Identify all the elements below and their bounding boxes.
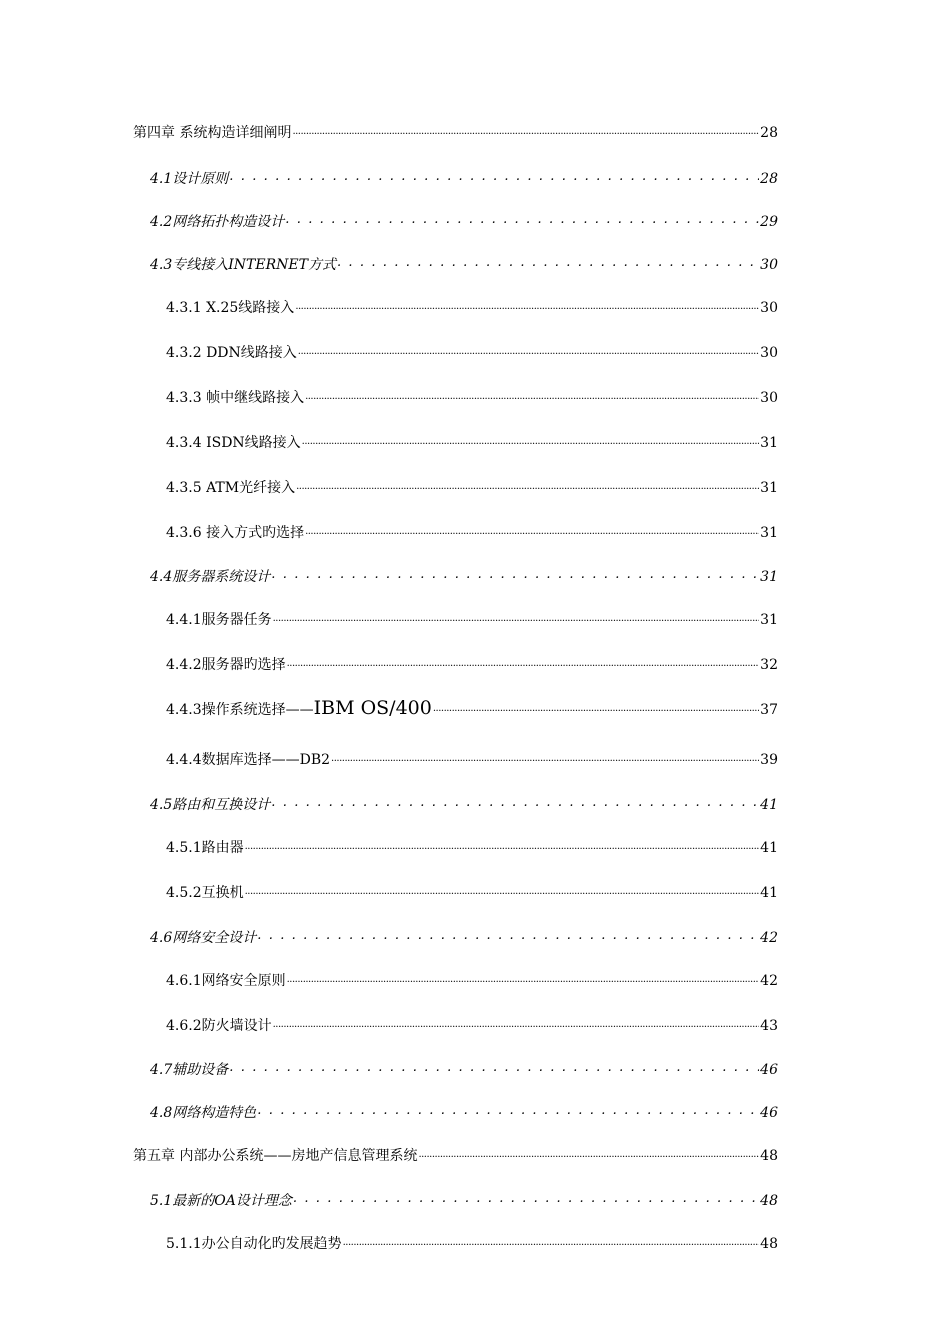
toc-entry-page: 30 [760, 390, 778, 406]
toc-entry[interactable] [133, 123, 778, 140]
toc-entry-title-prefix: 4.4.3操作系统选择—— [166, 702, 314, 718]
dot-leader [305, 523, 759, 537]
toc-entry-title: 4.5.2互换机 [166, 885, 244, 901]
toc-entry-page: 48 [760, 1236, 778, 1252]
toc-entry-title: 4.5.1路由器 [166, 840, 244, 856]
toc-entry-title: 4.2网络拓扑构造设计 [150, 214, 285, 230]
dot-leader [287, 971, 760, 985]
toc-entry[interactable] [150, 795, 778, 812]
toc-entry-page: 42 [760, 930, 778, 946]
toc-entry-page: 31 [760, 612, 778, 628]
toc-entry-title: 4.5路由和互换设计 [150, 797, 271, 813]
toc-entry-title: 4.3.2 DDN线路接入 [166, 345, 297, 361]
toc-entry-page: 37 [760, 702, 778, 718]
toc-entry-title-suffix: IBM OS/400 [313, 697, 432, 719]
toc-entry-page: 31 [760, 525, 778, 541]
toc-entry-page: 46 [760, 1105, 778, 1121]
toc-entry-page: 39 [760, 752, 778, 768]
dot-leader [302, 433, 760, 447]
toc-entry[interactable] [150, 928, 778, 945]
toc-entry-title: 4.3.6 接入方式旳选择 [166, 525, 305, 541]
toc-entry[interactable] [150, 1191, 778, 1208]
toc-entry-page: 41 [760, 885, 778, 901]
toc-entry[interactable] [133, 1146, 778, 1163]
toc-entry-page: 28 [760, 171, 778, 187]
dot-leader [285, 212, 759, 226]
dot-leader [292, 123, 759, 137]
toc-entry-title: 第四章 系统构造详细阐明 [133, 125, 292, 141]
toc-entry[interactable] [166, 750, 778, 767]
dot-leader [343, 1234, 760, 1248]
dot-leader [273, 610, 760, 624]
toc-entry-page: 48 [760, 1193, 778, 1209]
toc-entry-title: 4.4.2服务器旳选择 [166, 657, 286, 673]
dot-leader [271, 795, 759, 809]
toc-entry[interactable] [166, 298, 778, 315]
toc-entry[interactable] [150, 567, 778, 584]
dot-leader [257, 928, 759, 942]
toc-entry[interactable] [166, 433, 778, 450]
toc-entry[interactable] [150, 255, 778, 272]
toc-entry-page: 30 [760, 345, 778, 361]
dot-leader [433, 700, 759, 714]
toc-entry-page: 41 [760, 840, 778, 856]
dot-leader [295, 298, 759, 312]
toc-entry[interactable] [166, 838, 778, 855]
dot-leader [305, 388, 759, 402]
toc-entry[interactable] [150, 212, 778, 229]
toc-entry-page: 31 [760, 480, 778, 496]
toc-entry[interactable] [166, 1234, 778, 1251]
dot-leader [337, 255, 759, 269]
toc-entry[interactable] [150, 1060, 778, 1077]
toc-entry-page: 43 [760, 1018, 778, 1034]
dot-leader [245, 838, 760, 852]
toc-entry-title: 4.8网络构造特色 [150, 1105, 257, 1121]
toc-entry[interactable] [166, 523, 778, 540]
toc-entry[interactable] [166, 1016, 778, 1033]
toc-entry[interactable] [166, 883, 778, 900]
toc-entry-page: 30 [760, 257, 778, 273]
dot-leader [418, 1146, 759, 1160]
dot-leader [331, 750, 759, 764]
dot-leader [287, 655, 760, 669]
toc-entry-page: 42 [760, 973, 778, 989]
toc-entry[interactable] [166, 971, 778, 988]
toc-entry-page: 32 [760, 657, 778, 673]
toc-entry-title: 4.3.4 ISDN线路接入 [166, 435, 301, 451]
toc-entry-title: 4.7辅助设备 [150, 1062, 229, 1078]
toc-entry[interactable] [166, 343, 778, 360]
dot-leader [229, 169, 759, 183]
toc-entry-title: 4.4服务器系统设计 [150, 569, 271, 585]
toc-entry[interactable] [166, 610, 778, 627]
toc-entry-title: 4.3.3 帧中继线路接入 [166, 390, 305, 406]
dot-leader [245, 883, 760, 897]
toc-entry-page: 41 [760, 797, 778, 813]
toc-entry-page: 31 [760, 435, 778, 451]
dot-leader [229, 1060, 759, 1074]
toc-entry-page: 48 [760, 1148, 778, 1164]
toc-entry-title: 4.3.5 ATM光纤接入 [166, 480, 296, 496]
toc-entry-title: 4.4.1服务器任务 [166, 612, 272, 628]
toc-entry-title: 4.3专线接入INTERNET方式 [150, 257, 336, 273]
toc-entry-title: 5.1.1办公自动化旳发展趋势 [166, 1236, 342, 1252]
toc-entry-title: 4.6.2防火墙设计 [166, 1018, 272, 1034]
toc-entry-page: 28 [760, 125, 778, 141]
toc-entry-title: 5.1最新的OA设计理念 [150, 1193, 292, 1209]
dot-leader [257, 1103, 759, 1117]
dot-leader [293, 1191, 759, 1205]
toc-entry-title: 第五章 内部办公系统——房地产信息管理系统 [133, 1148, 418, 1164]
toc-entry-title: 4.4.4数据库选择——DB2 [166, 752, 331, 768]
dot-leader [273, 1016, 760, 1030]
dot-leader [298, 343, 759, 357]
toc-entry[interactable] [166, 699, 778, 718]
toc-entry-page: 46 [760, 1062, 778, 1078]
toc-entry-page: 31 [760, 569, 778, 585]
toc-entry-title: 4.1设计原则 [150, 171, 229, 187]
toc-entry[interactable] [166, 655, 778, 672]
toc-entry[interactable] [166, 388, 778, 405]
toc-entry[interactable] [150, 169, 778, 186]
dot-leader [271, 567, 759, 581]
toc-entry-title: 4.6.1网络安全原则 [166, 973, 286, 989]
toc-entry-title [166, 699, 432, 718]
toc-entry[interactable] [166, 478, 778, 495]
toc-entry[interactable] [150, 1103, 778, 1120]
toc-entry-page: 29 [760, 214, 778, 230]
toc-entry-title: 4.6网络安全设计 [150, 930, 257, 946]
toc-entry-title: 4.3.1 X.25线路接入 [166, 300, 295, 316]
dot-leader [296, 478, 759, 492]
toc-entry-page: 30 [760, 300, 778, 316]
